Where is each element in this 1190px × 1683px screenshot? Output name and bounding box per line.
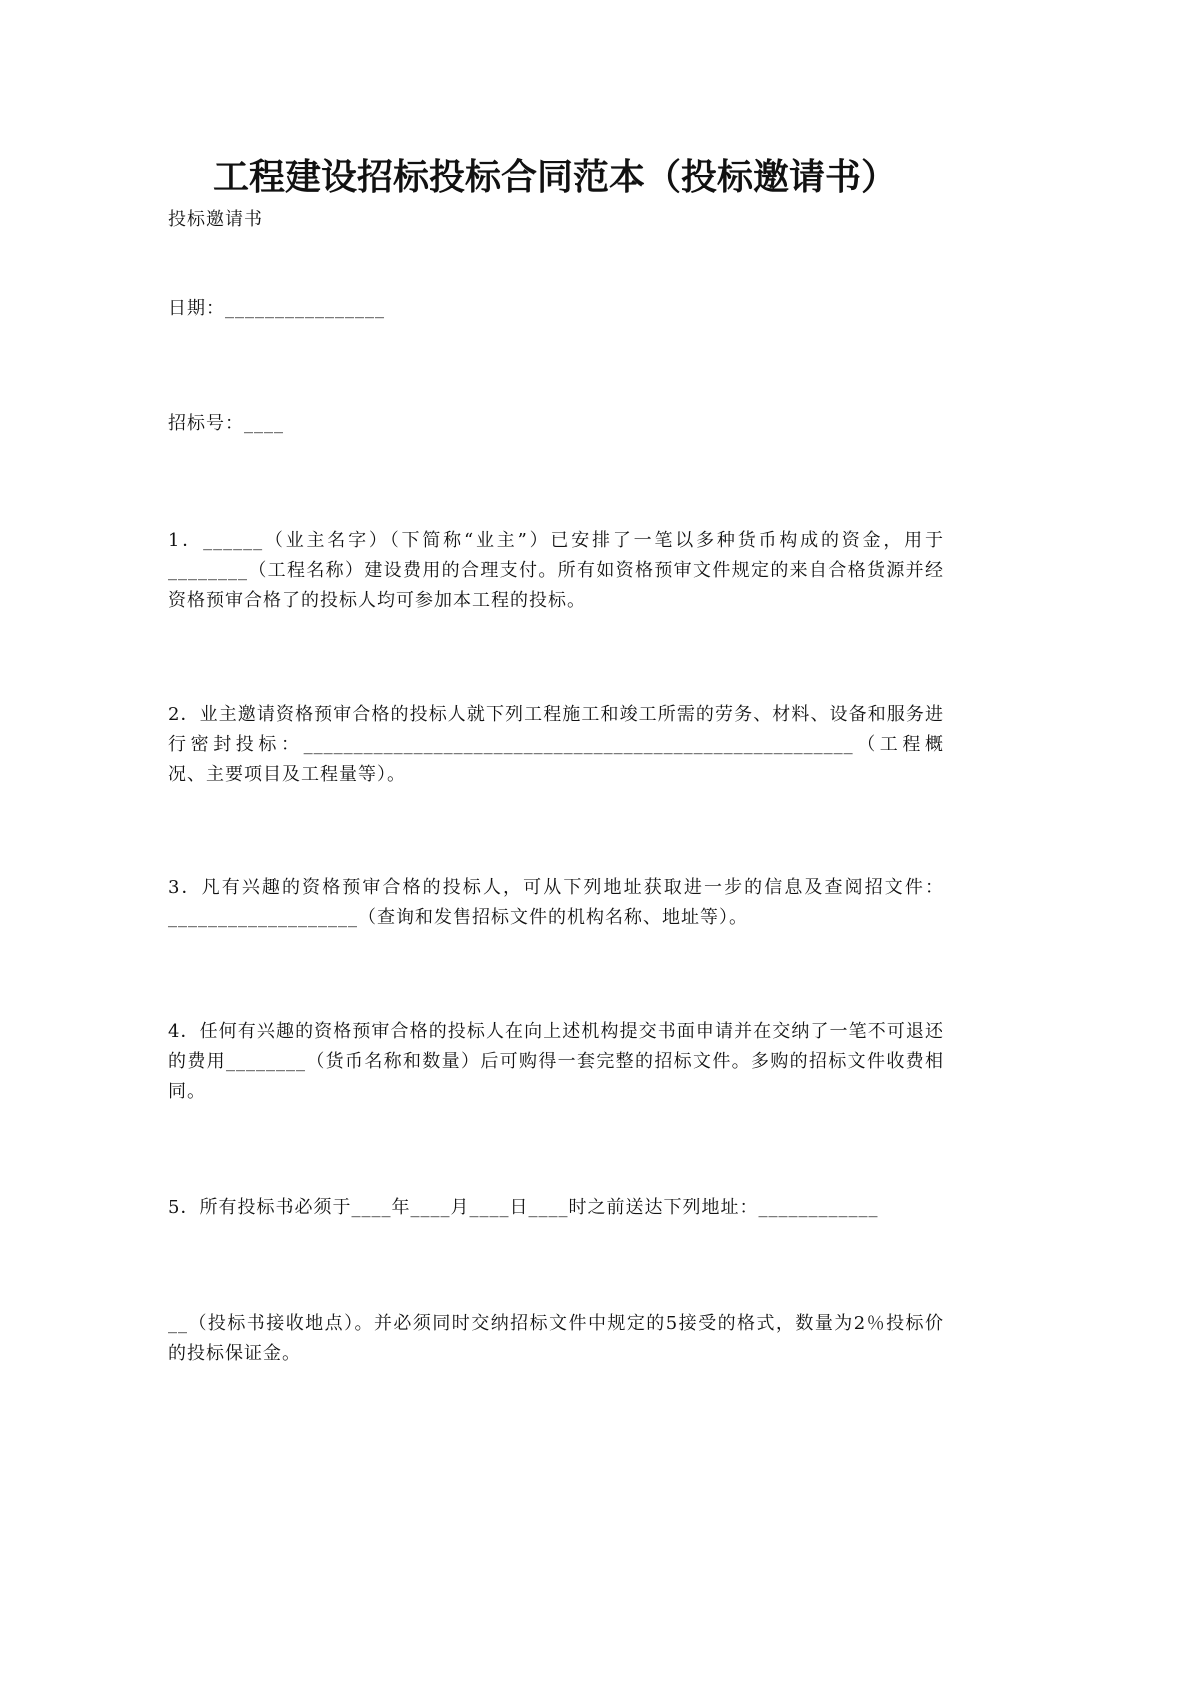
document-title: 工程建设招标投标合同范本（投标邀请书） — [212, 157, 897, 198]
paragraph-4: 4．任何有兴趣的资格预审合格的投标人在向上述机构提交书面申请并在交纳了一笔不可退还的费用________（货币名称和数量）后可购得一套完整的招标文件。多购的招标文件收费相同。 — [168, 1021, 944, 1102]
date-line: 日期：________________ — [168, 298, 385, 319]
document-subtitle: 投标邀请书 — [168, 209, 263, 230]
paragraph-3: 3．凡有兴趣的资格预审合格的投标人，可从下列地址获取进一步的信息及查阅招文件：___________________（查询和发售招标文件的机构名称、地址等）。 — [168, 877, 944, 928]
paragraph-2: 2．业主邀请资格预审合格的投标人就下列工程施工和竣工所需的劳务、材料、设备和服务进行密封投标：_______________________________________________________（工程概况、主要项目及工程量等）。 — [168, 704, 944, 785]
paragraph-6: __（投标书接收地点）。并必须同时交纳招标文件中规定的5接受的格式，数量为2％投标价的投标保证金。 — [168, 1313, 944, 1364]
bid-number-line: 招标号：____ — [168, 413, 284, 434]
paragraph-1: 1．______（业主名字）（下简称“业主”）已安排了一笔以多种货币构成的资金，用于________（工程名称）建设费用的合理支付。所有如资格预审文件规定的来自合格货源并经资格预审合格了的投标人均可参加本工程的投标。 — [168, 530, 944, 611]
paragraph-5: 5．所有投标书必须于____年____月____日____时之前送达下列地址：____________ — [168, 1197, 879, 1218]
